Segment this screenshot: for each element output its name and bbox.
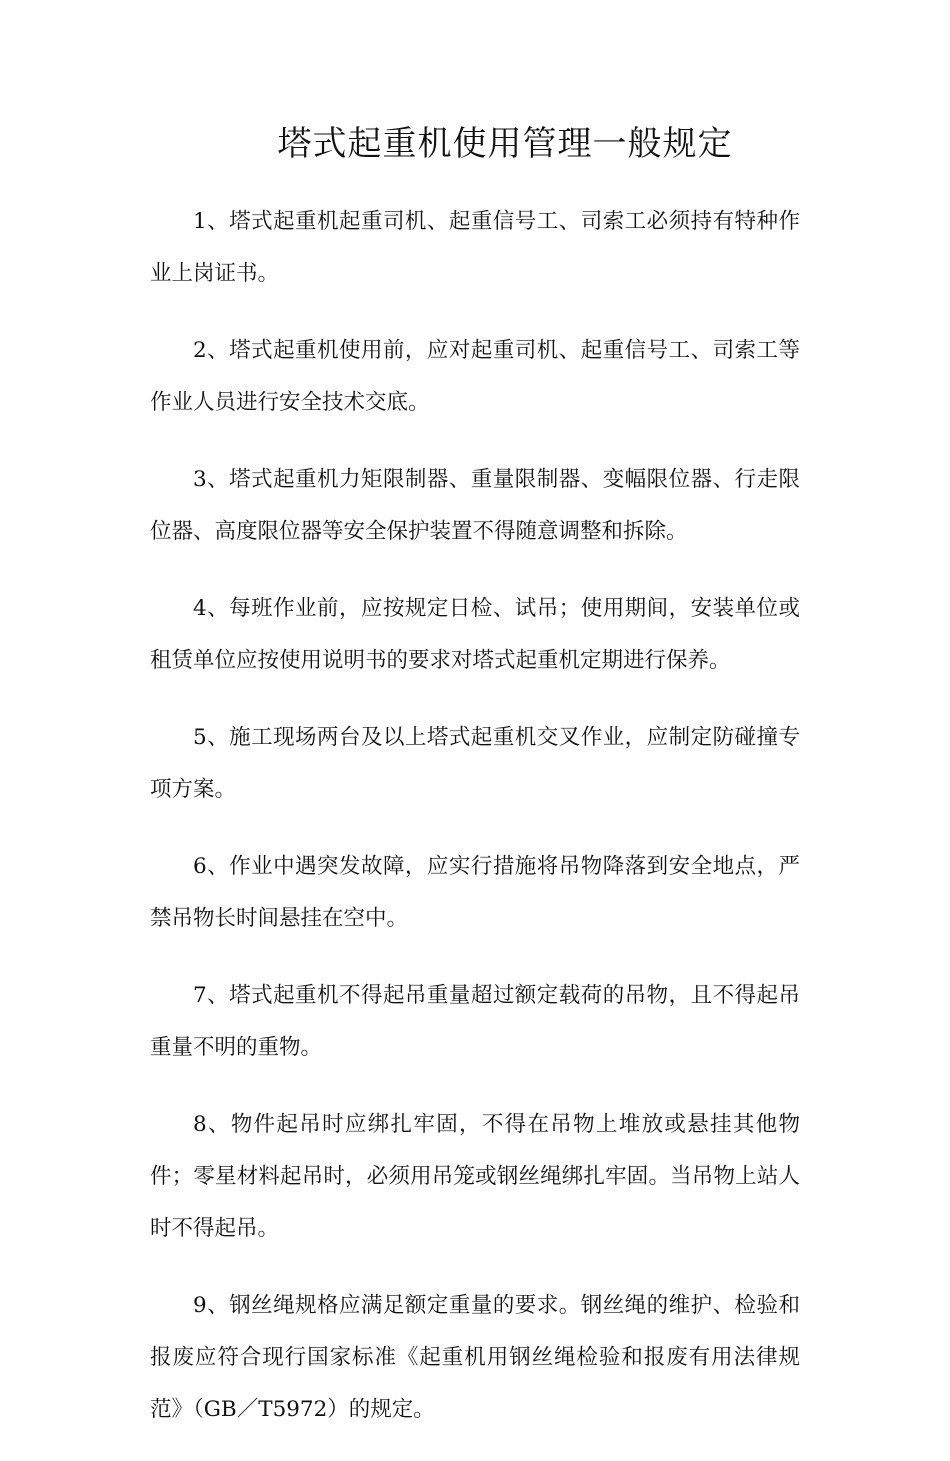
- paragraph-6: 6、作业中遇突发故障，应实行措施将吊物降落到安全地点，严禁吊物长时间悬挂在空中。: [150, 854, 800, 931]
- paragraph-1: 1、塔式起重机起重司机、起重信号工、司索工必须持有特种作业上岗证书。: [150, 209, 800, 286]
- paragraph-5: 5、施工现场两台及以上塔式起重机交叉作业，应制定防碰撞专项方案。: [150, 725, 800, 802]
- paragraph-9: 9、钢丝绳规格应满足额定重量的要求。钢丝绳的维护、检验和报废应符合现行国家标准《起重机用钢丝绳检验和报废有用法律规范》（GB／T5972）的规定。: [150, 1293, 800, 1422]
- paragraph-8: 8、物件起吊时应绑扎牢固，不得在吊物上堆放或悬挂其他物件；零星材料起吊时，必须用吊笼或钢丝绳绑扎牢固。当吊物上站人时不得起吊。: [150, 1112, 800, 1241]
- document-body: [150, 196, 800, 1461]
- document-title: 塔式起重机使用管理一般规定: [277, 124, 733, 164]
- paragraph-7: 7、塔式起重机不得起吊重量超过额定载荷的吊物，且不得起吊重量不明的重物。: [150, 983, 800, 1060]
- paragraph-4: 4、每班作业前，应按规定日检、试吊；使用期间，安装单位或租赁单位应按使用说明书的要求对塔式起重机定期进行保养。: [150, 596, 800, 673]
- paragraph-2: 2、塔式起重机使用前，应对起重司机、起重信号工、司索工等作业人员进行安全技术交底。: [150, 338, 800, 415]
- paragraph-3: 3、塔式起重机力矩限制器、重量限制器、变幅限位器、行走限位器、高度限位器等安全保护装置不得随意调整和拆除。: [150, 467, 800, 544]
